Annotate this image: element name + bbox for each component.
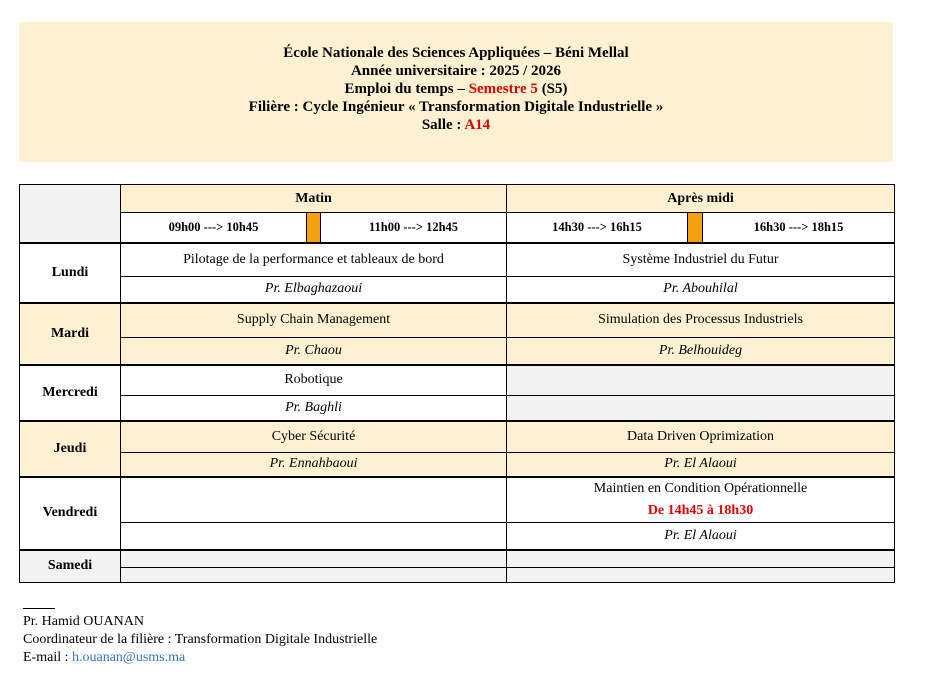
- footer: [23, 596, 377, 667]
- schedule-title: Emploi du temps – Semestre 5 (S5): [344, 81, 568, 97]
- professor-cell: Pr. El Alaoui: [507, 453, 895, 477]
- professor-cell: Pr. Elbaghazaoui: [121, 277, 507, 303]
- day-lundi: Lundi: [20, 243, 121, 303]
- slot-1: 09h00 ---> 10h45: [121, 213, 307, 243]
- professor-cell: Pr. Belhouideg: [507, 338, 895, 365]
- divider: [23, 608, 55, 609]
- slot-2: 11h00 ---> 12h45: [321, 213, 507, 243]
- coordinator-role: Coordinateur de la filière : Transformation Digitale Industrielle: [23, 632, 378, 647]
- course-cell: Cyber Sécurité: [121, 421, 507, 453]
- day-jeudi: Jeudi: [20, 421, 121, 477]
- course-cell: Data Driven Oprimization: [507, 421, 895, 453]
- empty-cell: [121, 477, 507, 523]
- email-link[interactable]: h.ouanan@usms.ma: [72, 650, 186, 665]
- timetable: [19, 184, 895, 583]
- course-cell: Pilotage de la performance et tableaux de bord: [121, 243, 507, 277]
- slot-separator: [307, 213, 321, 243]
- course-cell: [507, 477, 895, 523]
- afternoon-header: Après midi: [507, 185, 895, 213]
- professor-cell: Pr. Baghli: [121, 396, 507, 421]
- day-vendredi: Vendredi: [20, 477, 121, 551]
- slot-3: 14h30 ---> 16h15: [507, 213, 688, 243]
- program-name: Filière : Cycle Ingénieur « Transformation Digitale Industrielle »: [248, 99, 664, 115]
- professor-cell: Pr. Chaou: [121, 338, 507, 365]
- room-number: A14: [464, 117, 491, 133]
- professor-cell: Pr. El Alaoui: [507, 522, 895, 550]
- professor-cell: Pr. Abouhilal: [507, 277, 895, 303]
- course-time-note: De 14h45 à 18h30: [647, 502, 754, 518]
- empty-cell: [507, 396, 895, 421]
- course-cell: Simulation des Processus Industriels: [507, 303, 895, 338]
- day-mercredi: Mercredi: [20, 365, 121, 421]
- empty-cell: [507, 550, 895, 567]
- empty-cell: [507, 365, 895, 396]
- course-cell: Supply Chain Management: [121, 303, 507, 338]
- day-samedi: Samedi: [20, 550, 121, 582]
- empty-cell: [507, 567, 895, 582]
- room-line: Salle : A14: [421, 117, 491, 133]
- slot-separator: [688, 213, 703, 243]
- document-header: [19, 22, 893, 162]
- semester: Semestre 5: [468, 81, 538, 97]
- empty-cell: [121, 522, 507, 550]
- morning-header: Matin: [121, 185, 507, 213]
- empty-cell: [121, 550, 507, 567]
- day-mardi: Mardi: [20, 303, 121, 365]
- coordinator-name: Pr. Hamid OUANAN: [23, 614, 144, 629]
- empty-cell: [121, 567, 507, 582]
- school-name: École Nationale des Sciences Appliquées – Béni Mellal: [283, 45, 629, 61]
- email-line: E-mail : h.ouanan@usms.ma: [23, 650, 186, 665]
- course-title: Maintien en Condition Opérationnelle: [593, 480, 808, 496]
- course-cell: Système Industriel du Futur: [507, 243, 895, 277]
- slot-4: 16h30 ---> 18h15: [703, 213, 895, 243]
- professor-cell: Pr. Ennahbaoui: [121, 453, 507, 477]
- corner-cell: [20, 185, 121, 243]
- course-cell: Robotique: [121, 365, 507, 396]
- academic-year: Année universitaire : 2025 / 2026: [350, 63, 562, 79]
